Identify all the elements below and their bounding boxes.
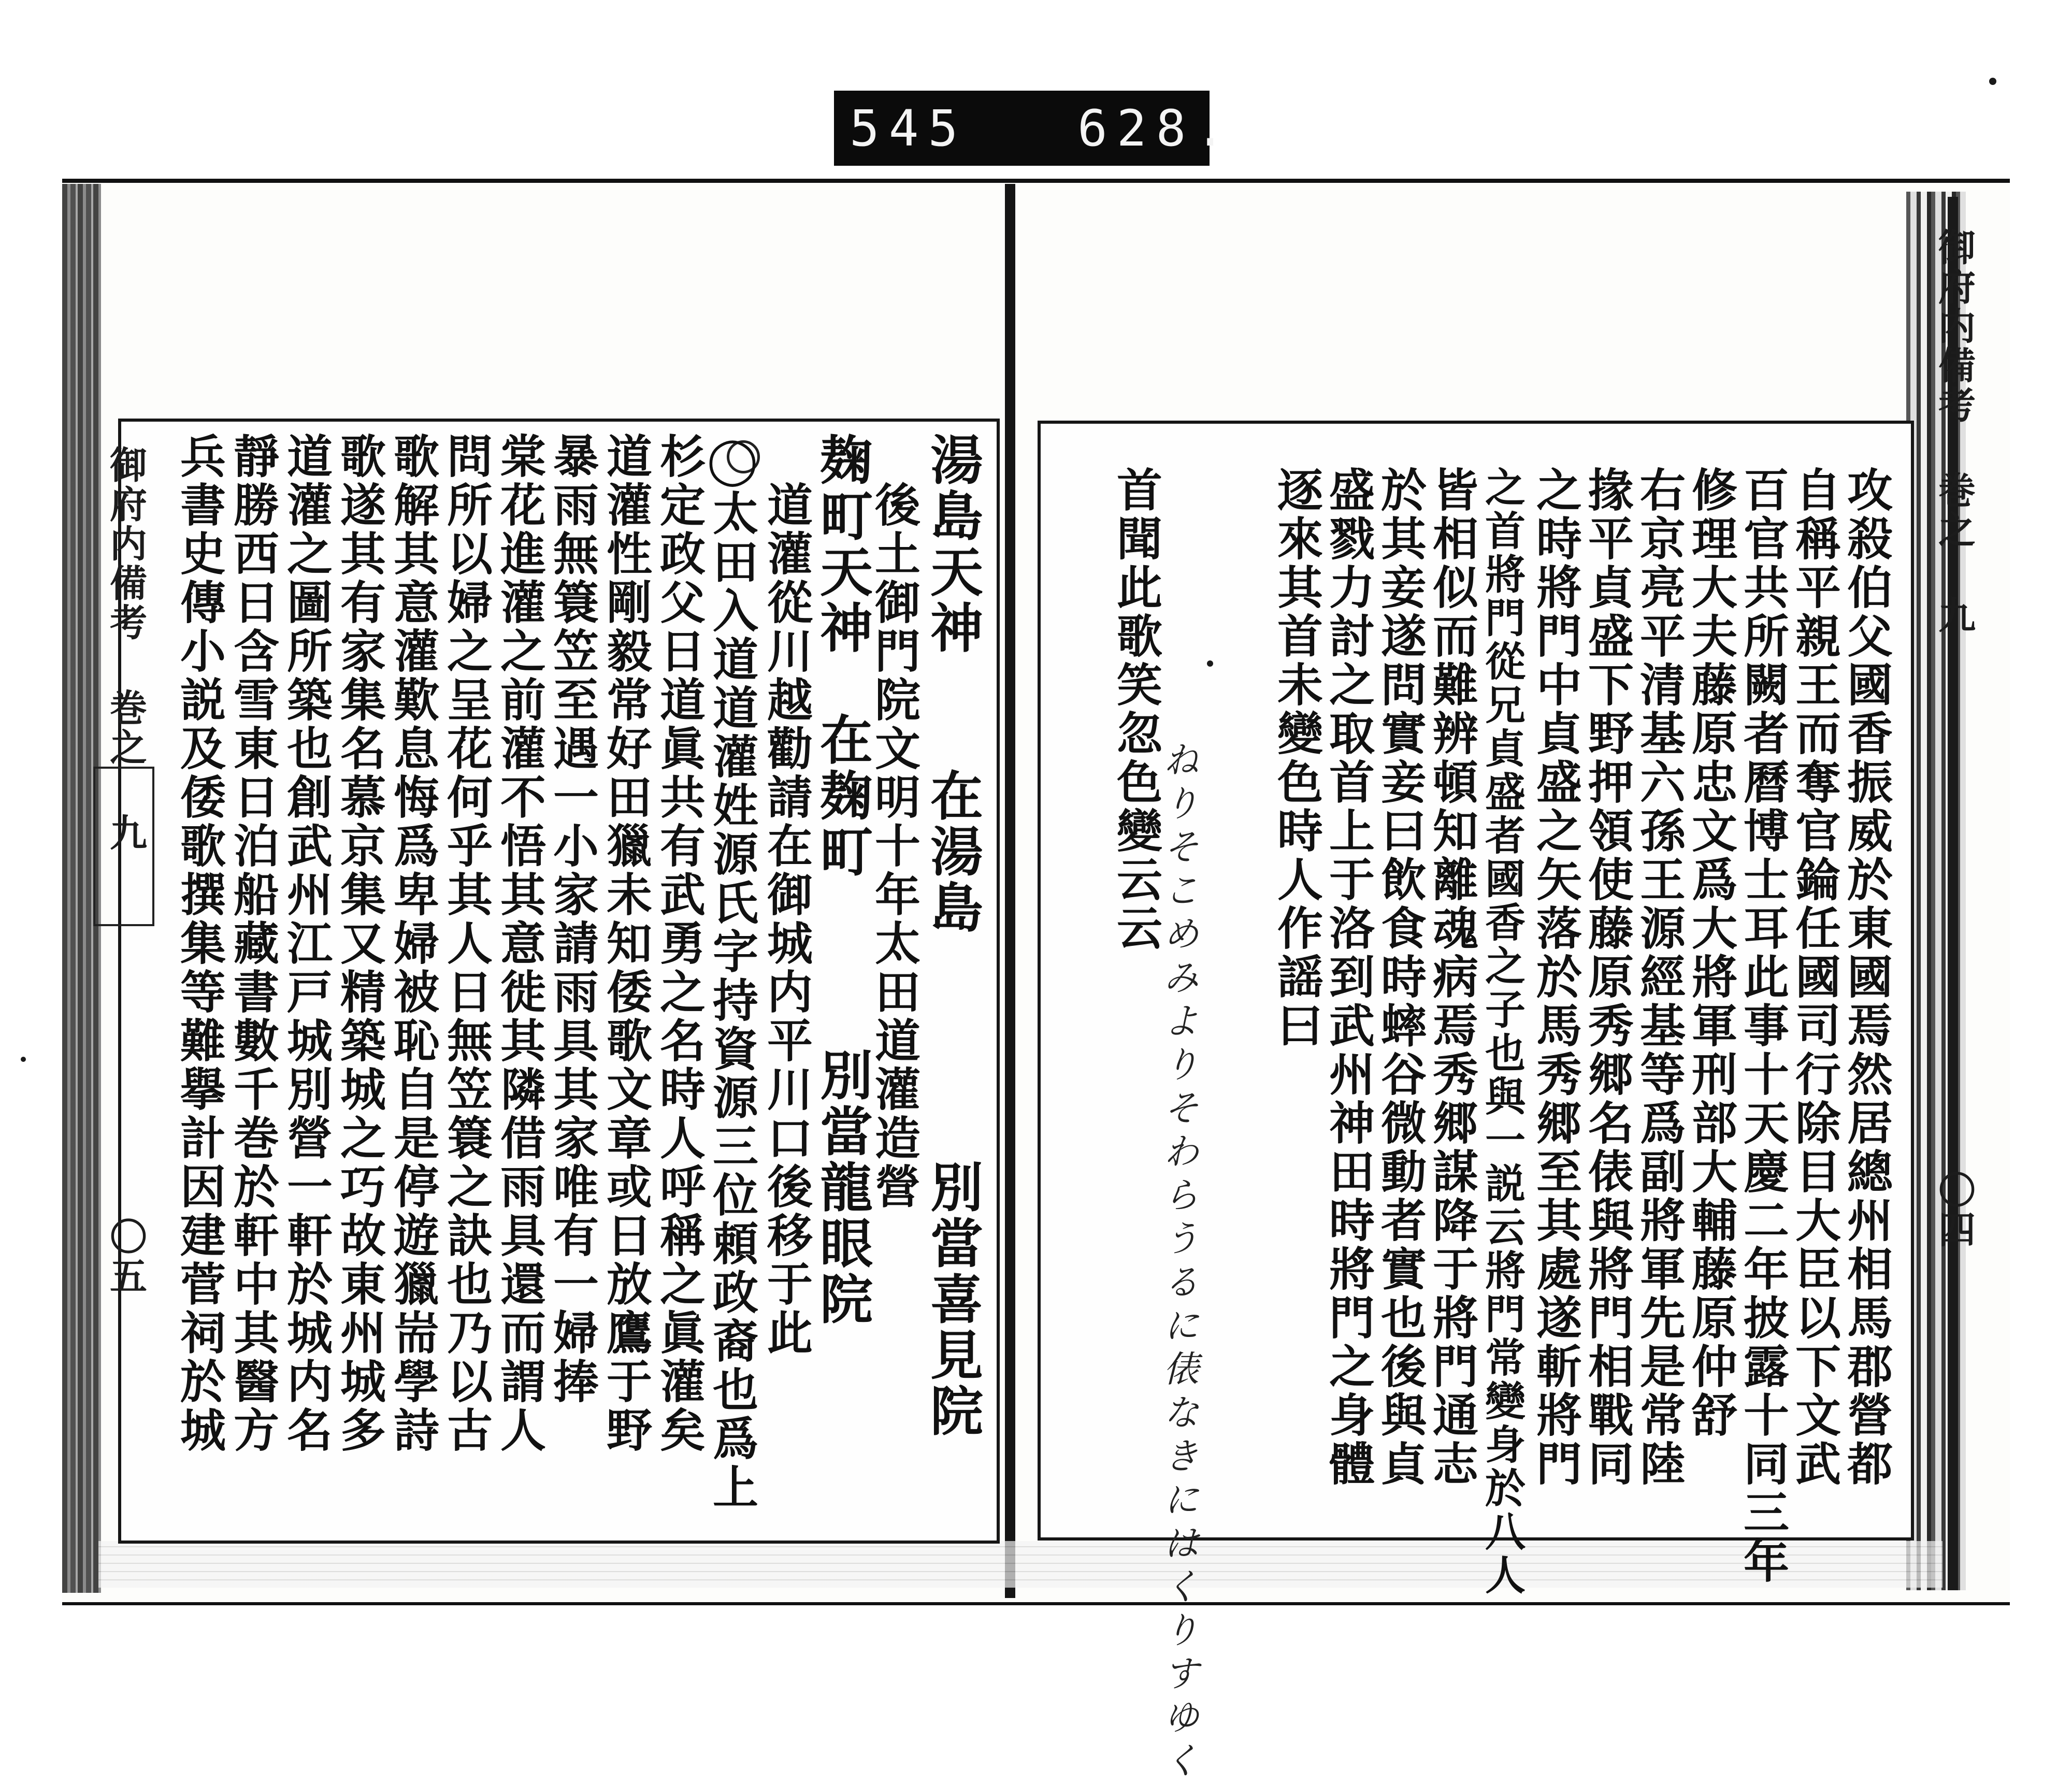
text-column: 兵書史傳小説及倭歌撰集等難擧計因建菅祠於城 (173, 433, 227, 1455)
scan-speck (1989, 78, 1996, 85)
text-column: 棠花進灌之前灌不悟其意徙其隣借雨具還而謂人 (493, 433, 547, 1455)
scan-speck (1207, 660, 1213, 667)
text-column: 修理大夫藤原忠文爲大將軍刑部大輔藤原仲舒 (1685, 466, 1738, 1440)
left-margin-title: 御府内備考 巻之 九 (104, 445, 148, 853)
text-column: 於其妾遂問實妾曰飲食時蟀谷微動者實也後與貞 (1374, 466, 1428, 1489)
right-margin-title: 御府内備考 巻之 九 (1932, 228, 1976, 635)
text-column: 道灌之圖所築也創武州江戸城別營一軒於城内名 (280, 433, 334, 1455)
catalog-label (834, 91, 1235, 166)
left-margin-box (93, 767, 154, 926)
text-column: 杉定政父日道眞共有武勇之名時人呼稱之眞灌矣 (653, 433, 707, 1455)
text-column: 百官共所闕者曆博士耳此事十天慶二年披露十同三年 (1736, 466, 1790, 1586)
text-column: 歌解其意灌歎息悔爲卑婦被恥自是停遊獵耑學詩 (386, 433, 440, 1455)
text-column: 後土御門院文明十年太田道灌造營 (868, 433, 922, 1212)
handwritten-poem: ねりそこめみよりそわらうるに俵なきにはくりすゆく (1157, 741, 1200, 1785)
page-bottom-edge (98, 1541, 1942, 1588)
text-column: 道灌性剛毅常好田獵未知倭歌文章或日放鷹于野 (599, 433, 653, 1455)
right-folio: 〇四 (1932, 1171, 1976, 1249)
text-column: 湯島天神 在湯島 別當喜見院 (922, 433, 984, 1439)
catalog-number-right: 628. (1077, 99, 1235, 157)
text-column: ◯太田入道道灌姓源氏字持資源三位頼政裔也爲上 (706, 433, 759, 1512)
left-folio: 〇五 (104, 1217, 148, 1296)
text-column: 靜勝西日含雪東日泊船藏書數千巻於軒中其醫方 (226, 433, 280, 1455)
text-column: 皆相似而難辨頓知離魂病焉秀郷謀降于將門通志 (1426, 466, 1479, 1489)
book-gutter (1005, 184, 1015, 1598)
text-column: 右京亮平清基六孫王源經基等爲副將軍先是常陸 (1633, 466, 1687, 1489)
scan-speck (21, 1057, 26, 1062)
text-column: 之時將門中貞盛之矢落於馬秀郷至其處遂斬將門 (1529, 466, 1583, 1489)
text-column: 攻殺伯父國香振威於東國焉然居總州相馬郡營都 (1840, 466, 1894, 1489)
text-column: 歌遂其有家集名慕京集又精築城之巧故東州城多 (333, 433, 387, 1455)
text-column: 掾平貞盛下野押領使藤原秀郷名俵與將門相戰同 (1581, 466, 1635, 1489)
catalog-number-left: 545 (850, 99, 968, 157)
text-column: 自稱平親王而奪官錀任國司行除目大臣以下文武 (1788, 466, 1842, 1489)
text-column: 首聞此歌笑忽色變云云 (1110, 466, 1163, 953)
text-column: 問所以婦之呈花何乎其人日無笠簑之訣也乃以古 (440, 433, 494, 1455)
text-column: 麹町天神 在麹町 別當龍眼院 (811, 433, 873, 1328)
text-column: 盛戮力討之取首上于洛到武州神田時將門之身體 (1322, 466, 1376, 1489)
text-column: 暴雨無簑笠至遇一小家請雨具其家唯有一婦捧 (546, 433, 600, 1406)
text-column: 逐來其首未變色時人作謡曰 (1270, 466, 1324, 1050)
text-column: 之首將門從兄貞盛者國香之子也與一説云將門常變身於八人 (1478, 466, 1526, 1597)
text-column: 道灌從川越勸請在御城内平川口後移于此 (760, 433, 814, 1358)
